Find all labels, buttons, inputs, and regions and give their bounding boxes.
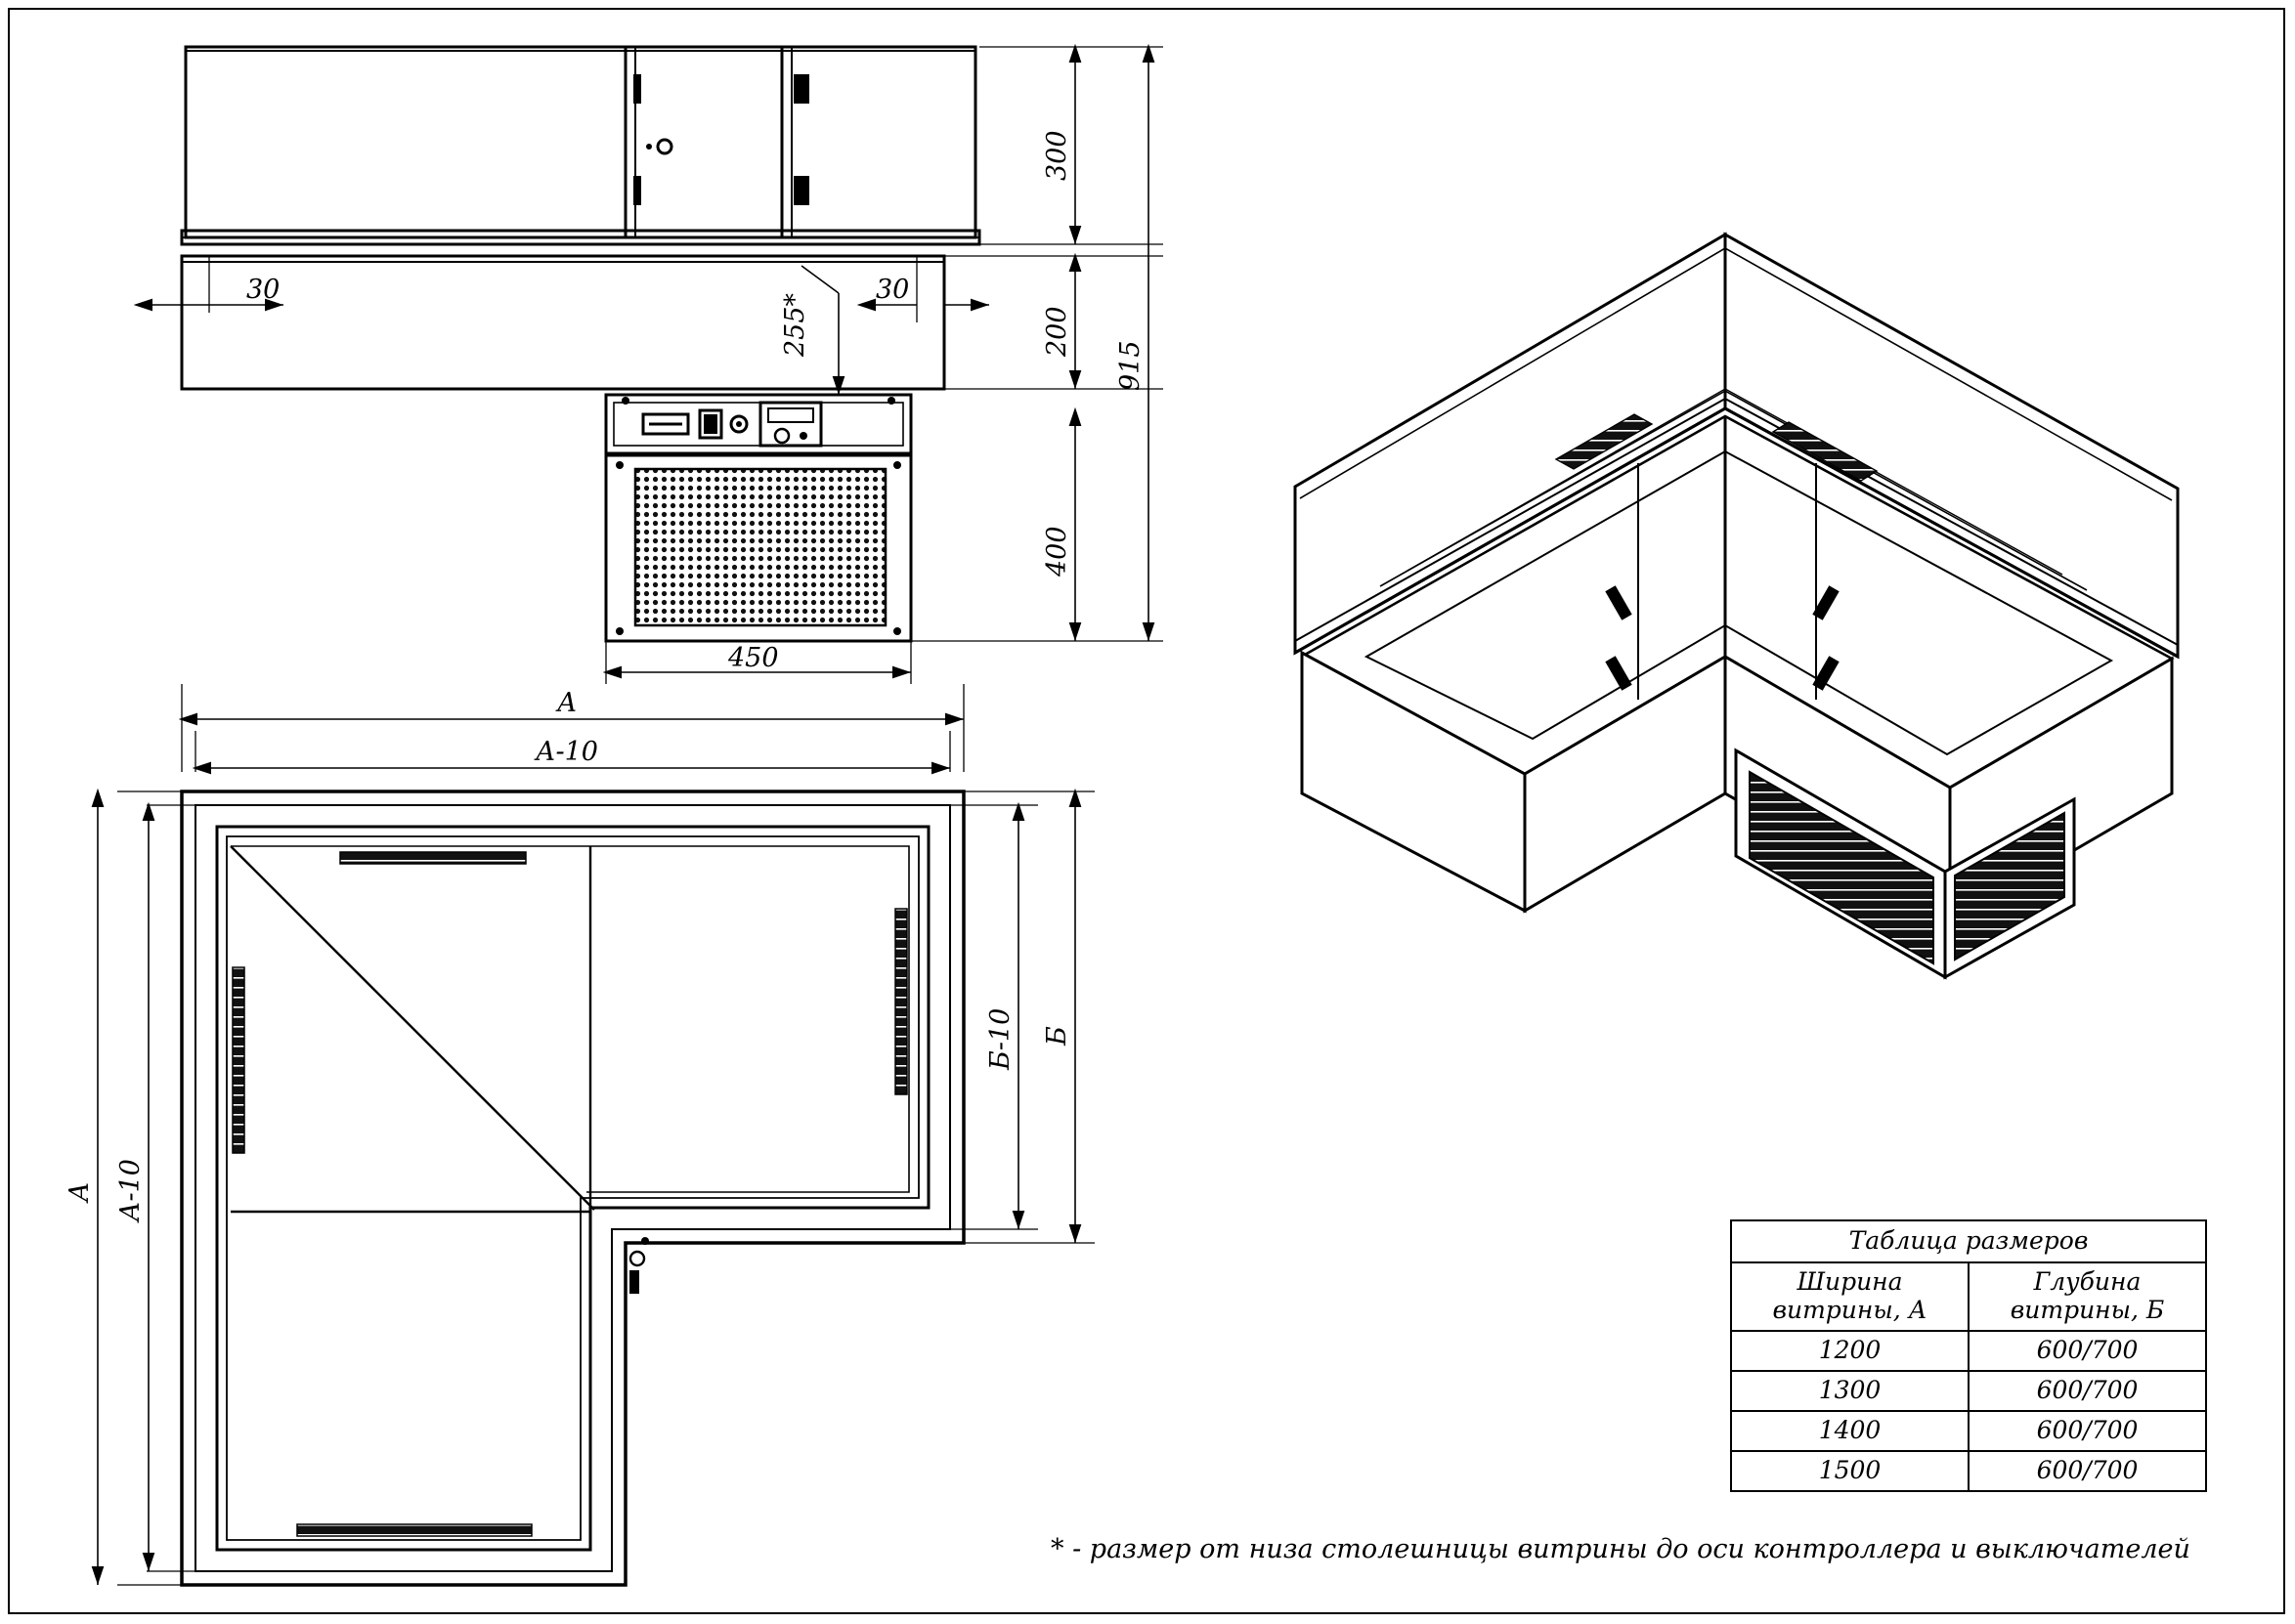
dim-200: 200 [1042,306,1072,357]
dim-A-top: А [557,688,578,718]
dim-A-10-left: А-10 [115,1159,146,1221]
table-cell-depth: 600/700 [2036,1416,2139,1444]
table-title: Таблица размеров [1848,1226,2089,1255]
dim-A-left: А [65,1181,95,1202]
table-cell-width: 1300 [1732,1372,1970,1410]
dim-30-right: 30 [876,275,910,305]
table-header-row [1732,1261,2205,1330]
table-title-row [1732,1221,2205,1261]
footnote: * - размер от низа столешницы витрины до оси контроллера и выключателей [1051,1534,2190,1564]
table-cell-width: 1200 [1732,1332,1970,1370]
table-cell-depth: 600/700 [2036,1336,2139,1364]
table-cell-depth: 600/700 [2036,1456,2139,1484]
dim-30-left: 30 [246,275,281,305]
front-view-group [137,47,1163,684]
table-header-depth: Глубина витрины, Б [2010,1267,2165,1324]
dim-B-10: Б-10 [985,1007,1016,1070]
table-row [1732,1370,2205,1410]
dim-255: 255* [780,292,810,357]
dim-A-10-top: А-10 [536,737,598,767]
table-cell-depth: 600/700 [2036,1376,2139,1404]
table-row [1732,1330,2205,1370]
dimensions-table [1730,1219,2207,1492]
table-row [1732,1450,2205,1490]
dim-B: Б [1042,1026,1072,1046]
table-row [1732,1410,2205,1450]
dim-450: 450 [728,643,779,673]
table-cell-width: 1500 [1732,1452,1970,1490]
dim-400: 400 [1042,526,1072,577]
table-cell-width: 1400 [1732,1412,1970,1450]
top-view-group [65,684,1095,1585]
table-header-width: Ширина витрины, А [1732,1263,1970,1330]
isometric-view-group [1295,233,2180,977]
dim-915: 915 [1115,340,1146,391]
dim-300: 300 [1042,130,1072,181]
